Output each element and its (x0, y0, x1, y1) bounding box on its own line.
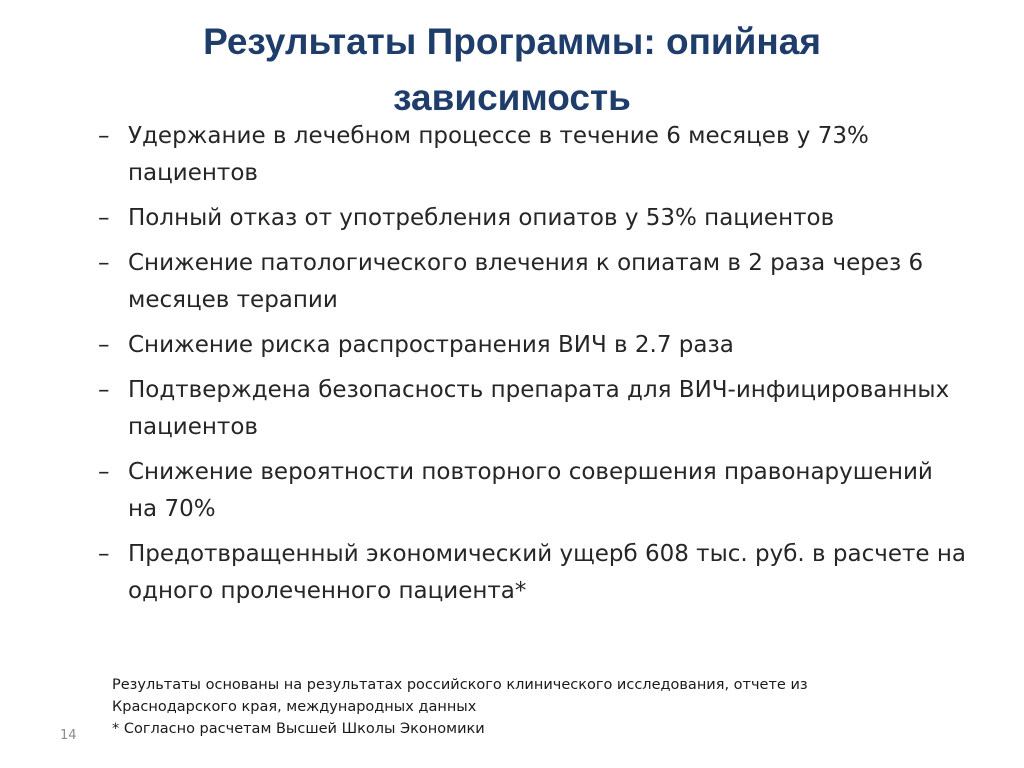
bullet-item (98, 454, 968, 528)
bullet-text: Подтверждена безопасность препарата для ВИЧ-инфицированных пациентов (128, 377, 950, 440)
slide-number: 14 (60, 728, 77, 743)
slide-title-line-2: зависимость (393, 77, 631, 118)
bullet-item (98, 245, 968, 319)
bullet-item (98, 118, 968, 192)
bullet-item (98, 327, 968, 364)
bullet-dash: – (98, 377, 110, 403)
bullet-text: Снижение вероятности повторного совершения правонарушений на 70% (128, 459, 933, 522)
bullet-text: Предотвращенный экономический ущерб 608 тыс. руб. в расчете на одного пролеченного пациента* (128, 541, 966, 604)
footnote (112, 674, 912, 740)
slide-title-line-1: Результаты Программы: опийная (203, 21, 821, 62)
footnote-line-2: Краснодарского края, международных данных (112, 699, 477, 715)
bullet-text: Удержание в лечебном процессе в течение 6 месяцев у 73% пациентов (128, 123, 869, 186)
bullet-text: Полный отказ от употребления опиатов у 53% пациентов (128, 205, 835, 231)
bullet-list (98, 118, 968, 618)
bullet-dash: – (98, 541, 110, 567)
footnote-line-1: Результаты основаны на результатах российского клинического исследования, отчете из (112, 677, 808, 693)
bullet-dash: – (98, 205, 110, 231)
bullet-dash: – (98, 332, 110, 358)
bullet-dash: – (98, 250, 110, 276)
bullet-dash: – (98, 123, 110, 149)
bullet-item (98, 536, 968, 610)
bullet-text: Снижение патологического влечения к опиатам в 2 раза через 6 месяцев терапии (128, 250, 924, 313)
bullet-item (98, 372, 968, 446)
slide-title (90, 14, 934, 126)
bullet-text: Снижение риска распространения ВИЧ в 2.7 раза (128, 332, 734, 358)
footnote-line-3: * Согласно расчетам Высшей Школы Экономики (112, 721, 485, 737)
bullet-dash: – (98, 459, 110, 485)
bullet-item (98, 200, 968, 237)
